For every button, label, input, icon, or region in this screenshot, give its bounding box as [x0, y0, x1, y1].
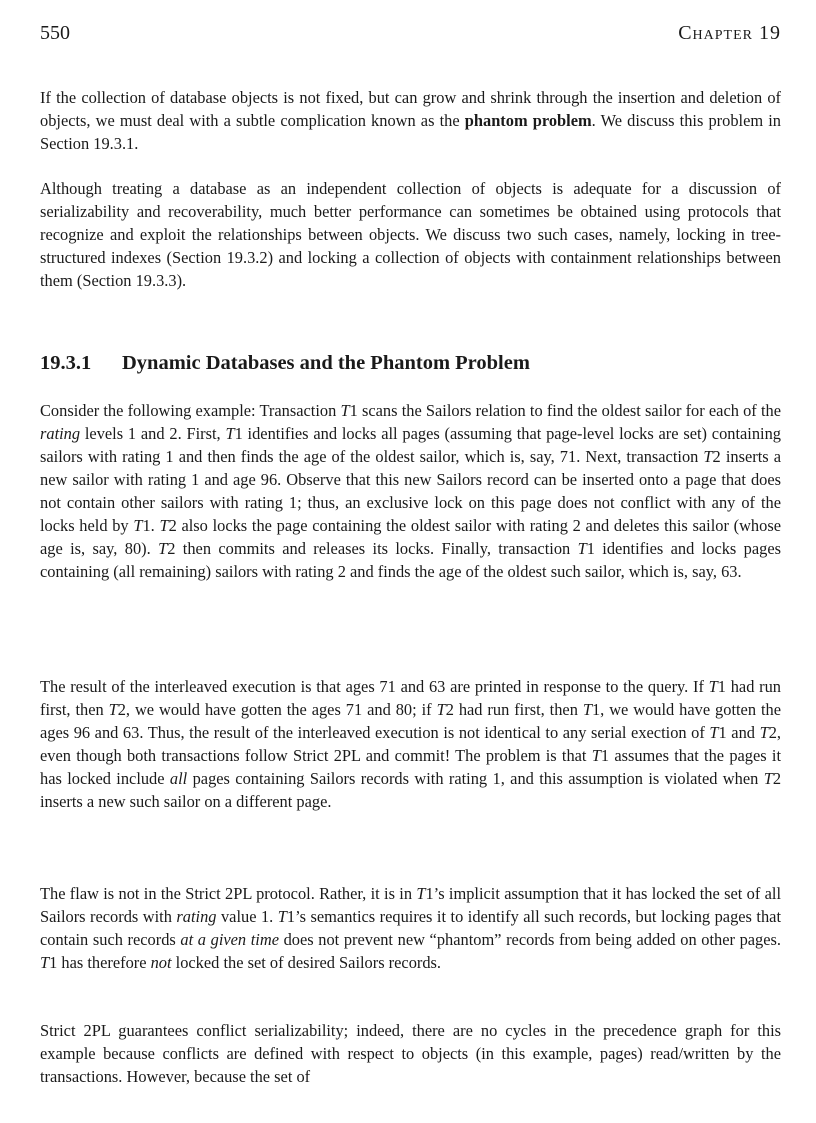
page-number: 550: [40, 22, 70, 44]
paragraph-relationships: Although treating a database as an independent collection of objects is adequate for a discussion of serializability and recoverability, much better performance can sometimes be obtained using protocols that recognize and exploit the relationships between objects. We discuss two such cases, namely, locking in tree-structured indexes (Section 19.3.2) and locking a collection of objects with containment relationships between them (Section 19.3.3).: [40, 179, 781, 290]
paragraph-intro: If the collection of database objects is not fixed, but can grow and shrink through the insertion and deletion of objects, we must deal with a subtle complication known as the phantom problem. We discuss this problem in Section 19.3.1.: [40, 88, 781, 153]
paragraph-example: Consider the following example: Transaction T1 scans the Sailors relation to find the oldest sailor for each of the rating levels 1 and 2. First, T1 identifies and locks all pages (assuming that page-level locks are set) containing sailors with rating 1 and then finds the age of the oldest sailor, which is, say, 71. Next, transaction T2 inserts a new sailor with rating 1 and age 96. Observe that this new Sailors record can be inserted onto a page that does not contain other sailors with rating 1; thus, an exclusive lock on this page does not conflict with any of the locks held by T1. T2 also locks the page containing the oldest sailor with rating 2 and deletes this sailor (whose age is, say, 80). T2 then commits and releases its locks. Finally, transaction T1 identifies and locks pages containing (all remaining) sailors with rating 2 and finds the age of the oldest such sailor, which is, say, 63.: [40, 401, 781, 581]
section-number: 19.3.1: [40, 352, 92, 374]
paragraph-flaw: The flaw is not in the Strict 2PL protocol. Rather, it is in T1’s implicit assumption that it has locked the set of all Sailors records with rating value 1. T1’s semantics requires it to identify all such records, but locking pages that contain such records at a given time does not prevent new “phantom” records from being added on other pages. T1 has therefore not locked the set of desired Sailors records.: [40, 884, 781, 972]
running-header: [40, 22, 781, 48]
document-page: [40, 0, 781, 1123]
paragraph-strict-2pl: Strict 2PL guarantees conflict serializability; indeed, there are no cycles in the precedence graph for this example because conflicts are defined with respect to objects (in this example, pages) read/written by the transactions. However, because the set of: [40, 1021, 781, 1086]
section-title: Dynamic Databases and the Phantom Problem: [122, 352, 530, 374]
paragraph-result: The result of the interleaved execution is that ages 71 and 63 are printed in response to the query. If T1 had run first, then T2, we would have gotten the ages 71 and 80; if T2 had run first, then T1, we would have gotten the ages 96 and 63. Thus, the result of the interleaved execution is not identical to any serial exection of T1 and T2, even though both transactions follow Strict 2PL and commit! The problem is that T1 assumes that the pages it has locked include all pages containing Sailors records with rating 1, and this assumption is violated when T2 inserts a new such sailor on a different page.: [40, 677, 782, 811]
term-phantom-problem: phantom problem: [464, 111, 592, 130]
chapter-heading: Chapter 19: [678, 22, 781, 44]
section-heading: [40, 350, 781, 376]
